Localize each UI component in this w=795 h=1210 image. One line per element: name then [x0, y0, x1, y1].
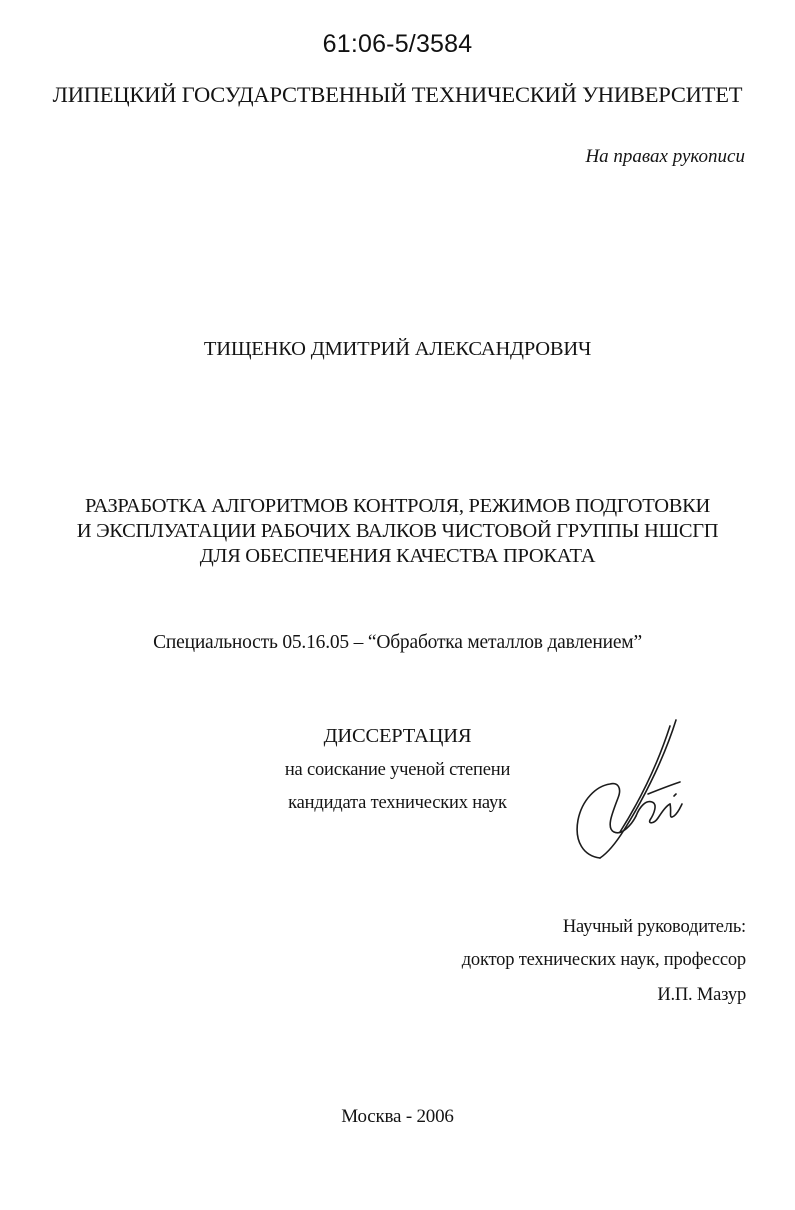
supervisor-rank: доктор технических наук, профессор — [461, 950, 746, 970]
city-year: Москва - 2006 — [341, 1106, 454, 1127]
title-line: И ЭКСПЛУАТАЦИИ РАБОЧИХ ВАЛКОВ ЧИСТОВОЙ ГРУППЫ НШСГП — [76, 520, 719, 542]
supervisor-name: И.П. Мазур — [657, 985, 746, 1005]
title-line: РАЗРАБОТКА АЛГОРИТМОВ КОНТРОЛЯ, РЕЖИМОВ ПОДГОТОВКИ — [84, 495, 711, 517]
handwritten-signature — [562, 712, 692, 862]
dissertation-heading: ДИССЕРТАЦИЯ — [323, 725, 472, 747]
manuscript-note: На правах рукописи — [585, 146, 745, 167]
specialty: Специальность 05.16.05 – “Обработка металлов давлением” — [153, 632, 642, 653]
degree-line-2: кандидата технических наук — [288, 793, 507, 813]
degree-line-1: на соискание ученой степени — [284, 760, 511, 780]
dissertation-title — [0, 494, 795, 569]
author-name: ТИЩЕНКО ДМИТРИЙ АЛЕКСАНДРОВИЧ — [203, 338, 592, 360]
title-line: ДЛЯ ОБЕСПЕЧЕНИЯ КАЧЕСТВА ПРОКАТА — [199, 545, 596, 567]
archive-code: 61:06-5/3584 — [322, 30, 473, 58]
university-name: ЛИПЕЦКИЙ ГОСУДАРСТВЕННЫЙ ТЕХНИЧЕСКИЙ УНИВЕРСИТЕТ — [52, 82, 743, 107]
supervisor-label: Научный руководитель: — [562, 917, 746, 937]
